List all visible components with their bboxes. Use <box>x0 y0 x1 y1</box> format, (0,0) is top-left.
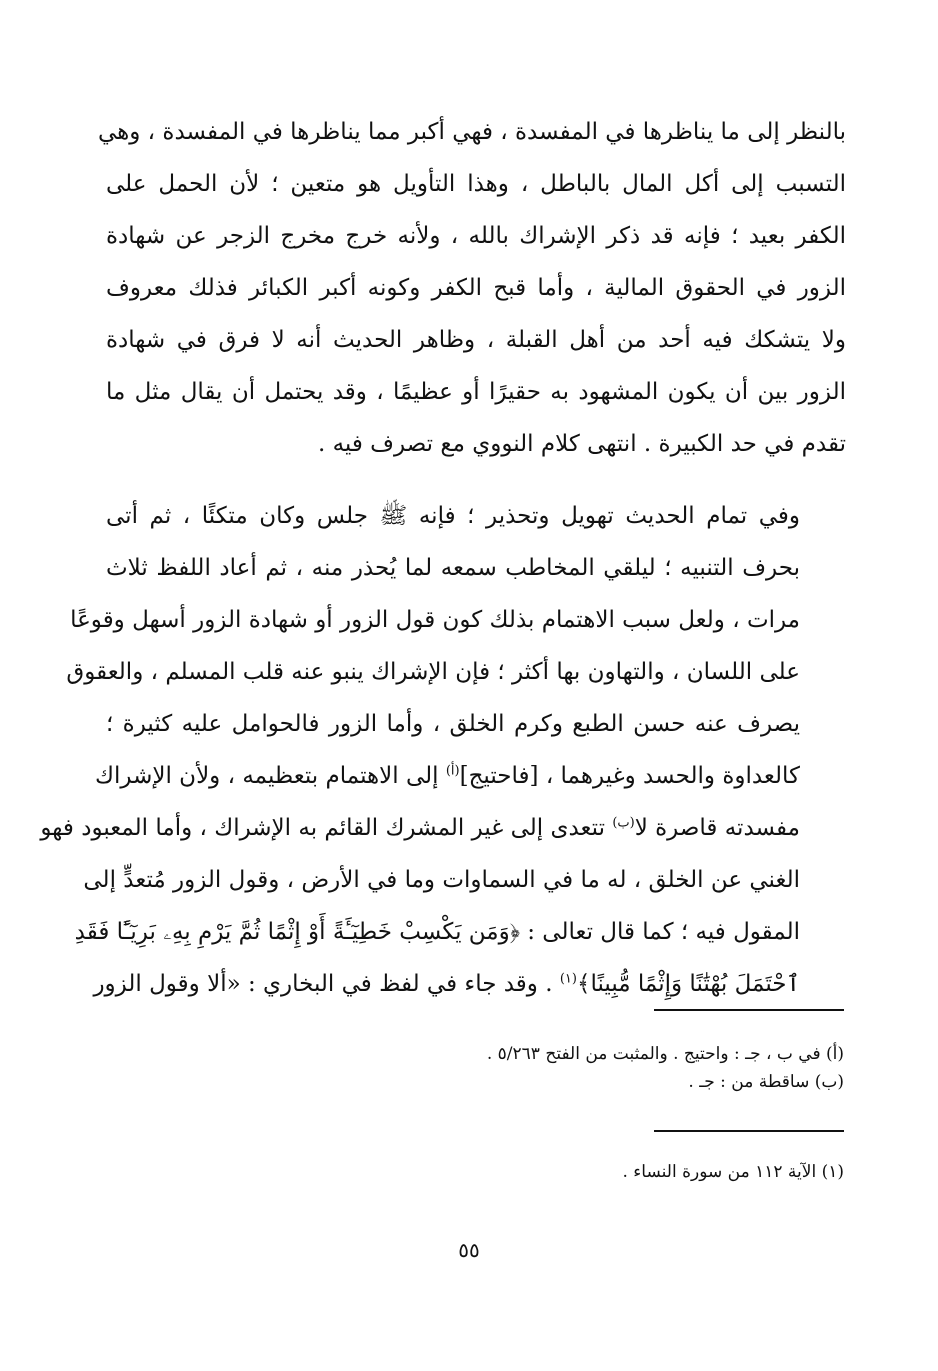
text-segment: . وقد جاء في لفظ في البخاري : «ألا وقول الزور <box>93 971 560 997</box>
text-segment: تتعدى إلى غير المشرك القائم به الإشراك ، وأما المعبود فهو <box>40 815 613 841</box>
text-line: ولا يتشكك فيه أحد من أهل القبلة ، وظاهر الحديث أنه لا فرق في شهادة <box>106 327 846 353</box>
page-number: ٥٥ <box>458 1238 480 1262</box>
text-line: الكفر بعيد ؛ فإنه قد ذكر الإشراك بالله ، ولأنه خرج مخرج الزجر عن شهادة <box>106 223 846 249</box>
text-line: مرات ، ولعل سبب الاهتمام بذلك كون قول الزور أو شهادة الزور أسهل وقوعًا <box>70 607 800 633</box>
text-segment: إلى الاهتمام بتعظيمه ، ولأن الإشراك <box>95 763 446 789</box>
text-line: المقول فيه ؛ كما قال تعالى : ﴿وَمَن يَكْسِبْ خَطِيٓـَٔةً أَوْ إِثْمًا ثُمَّ يَرْمِ بِهِۦ بَرِيٓـًٔا فَقَدِ <box>74 919 800 945</box>
text-line: يصرف عنه حسن الطبع وكرم الخلق ، وأما الزور فالحوامل عليه كثيرة ؛ <box>106 711 800 737</box>
text-line: الزور بين أن يكون المشهود به حقيرًا أو عظيمًا ، وقد يحتمل أن يقال مثل ما <box>106 379 846 405</box>
footnotes-numbers <box>104 1158 844 1186</box>
text-line <box>93 958 846 1010</box>
footnote-item: (١) الآية ١١٢ من سورة النساء . <box>622 1162 844 1182</box>
text-line <box>95 750 846 802</box>
text-line: على اللسان ، والتهاون بها أكثر ؛ فإن الإشراك ينبو عنه قلب المسلم ، والعقوق <box>66 659 800 685</box>
paragraph-1 <box>97 106 846 470</box>
text-segment: كالعداوة والحسد وغيرهما ، [فاحتيج] <box>459 763 800 789</box>
footnote-divider <box>654 1130 844 1132</box>
text-line: بالنظر إلى ما يناظرها في المفسدة ، فهي أكبر مما يناظرها في المفسدة ، وهي <box>97 119 846 145</box>
text-line <box>40 802 846 854</box>
footnote-ref[interactable]: (ب) <box>612 815 635 831</box>
footnote-ref[interactable]: (١) <box>559 971 577 987</box>
text-line: بحرف التنبيه ؛ ليلقي المخاطب سمعه لما يُحذر منه ، ثم أعاد اللفظ ثلاث <box>106 555 800 581</box>
footnotes-letters <box>104 1040 844 1096</box>
paragraph-2 <box>40 490 846 1010</box>
text-line: تقدم في حد الكبيرة . انتهى كلام النووي مع تصرف فيه . <box>317 431 846 457</box>
quran-verse: ٱحْتَمَلَ بُهْتَٰنًا وَإِثْمًا مُّبِينًا﴾ <box>576 971 800 997</box>
text-line: وفي تمام الحديث تهويل وتحذير ؛ فإنه ﷺ جلس وكان متكئًا ، ثم أتى <box>106 503 800 529</box>
text-line: التسبب إلى أكل المال بالباطل ، وهذا التأويل هو متعين ؛ لأن الحمل على <box>106 171 846 197</box>
footnote-divider <box>654 1009 844 1011</box>
footnote-ref[interactable]: (أ) <box>445 763 460 779</box>
text-line: الزور في الحقوق المالية ، وأما قبح الكفر وكونه أكبر الكبائر فذلك معروف <box>106 275 846 301</box>
footnote-item: (أ) في ب ، جـ : واحتيج . والمثبت من الفتح ٥/٢٦٣ . <box>486 1044 844 1064</box>
footnote-item: (ب) ساقطة من : جـ . <box>688 1072 844 1092</box>
text-line: الغني عن الخلق ، له ما في السماوات وما في الأرض ، وقول الزور مُتعدٍّ إلى <box>83 867 800 893</box>
text-segment: مفسدته قاصرة لا <box>634 815 800 841</box>
